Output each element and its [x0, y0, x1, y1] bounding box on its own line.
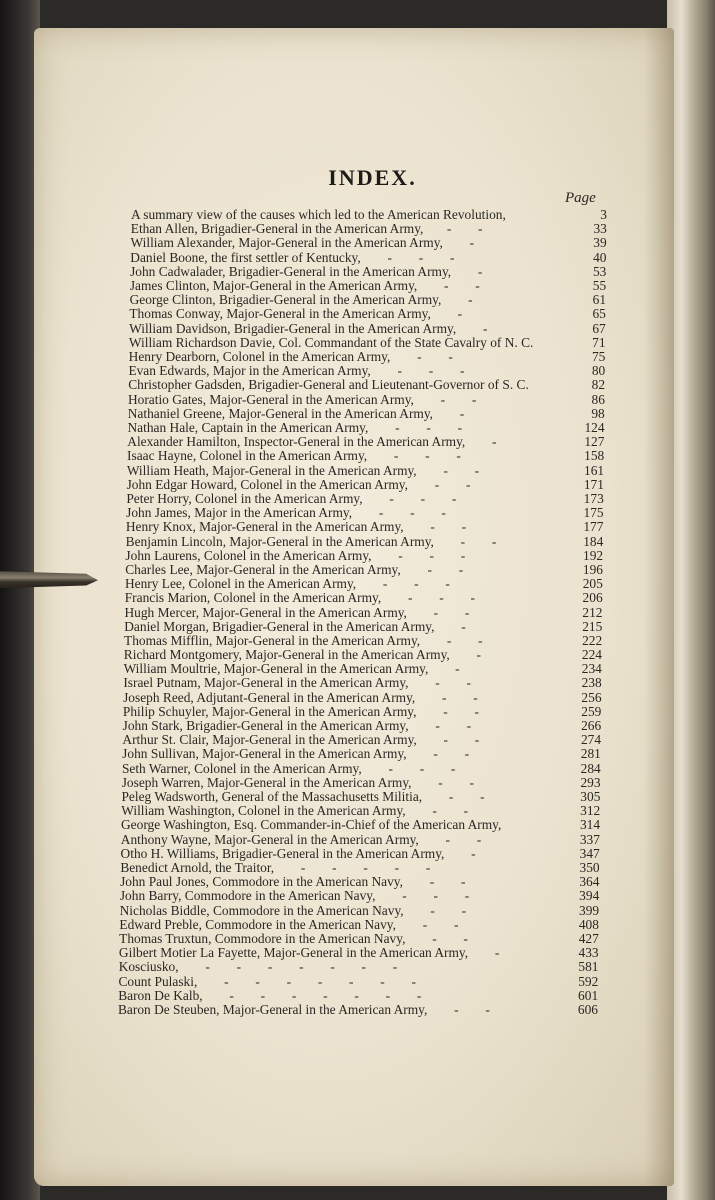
index-entry-title: Nicholas Biddle, Commodore in the American Navy, - -: [119, 902, 467, 918]
index-entry-page: 127: [584, 434, 605, 450]
index-entry: [122, 761, 622, 776]
index-entry-page: 266: [581, 718, 602, 734]
index-entry: [129, 335, 629, 350]
index-entry-title: Henry Lee, Colonel in the American Army, - - -: [124, 576, 450, 592]
index-entry-page: 592: [578, 973, 599, 989]
index-entry-page: 433: [578, 945, 599, 961]
index-entry: [128, 363, 628, 378]
index-entry: [125, 562, 625, 577]
index-entry-title: John Sullivan, Major-General in the American Army, - -: [122, 746, 470, 762]
index-entry-page: 347: [579, 845, 600, 861]
index-entry-page: 212: [582, 604, 603, 620]
index-entry-title: Peleg Wadsworth, General of the Massachusetts Militia, - -: [121, 789, 485, 805]
index-entry-title: William Moultrie, Major-General in the American Army, -: [123, 661, 460, 677]
index-entry-title: Hugh Mercer, Major-General in the American Army, - -: [124, 604, 470, 620]
index-entry-title: George Clinton, Brigadier-General in the American Army, -: [129, 292, 473, 308]
index-entry: [130, 264, 630, 279]
index-entry: [122, 732, 622, 747]
index-heading: INDEX.: [328, 165, 417, 190]
index-entry-title: John Edgar Howard, Colonel in the American Army, - -: [126, 476, 471, 492]
index-entry-title: Charles Lee, Major-General in the American Army, - -: [125, 561, 464, 577]
index-entry: [123, 704, 623, 719]
index-entry-title: William Richardson Davie, Col. Commandant of the State Cavalry of N. C.: [128, 334, 534, 350]
index-entry-page: 161: [584, 462, 605, 478]
index-entry-title: William Heath, Major-General in the American Army, - -: [126, 462, 480, 478]
index-entry-title: Thomas Mifflin, Major-General in the American Army, - -: [124, 632, 483, 648]
index-entry-title: John Paul Jones, Commodore in the American Navy, - -: [120, 874, 466, 890]
page-column-label: Page: [565, 190, 596, 206]
index-entry-page: 98: [591, 405, 605, 421]
index-entry: [125, 548, 625, 563]
index-entry-page: 206: [582, 590, 603, 606]
index-entry-page: 171: [583, 476, 604, 492]
index-entry: [125, 605, 625, 620]
index-entry: [124, 619, 624, 634]
index-entry-title: Israel Putnam, Major-General in the American Army, - -: [123, 675, 471, 691]
index-entry: [121, 789, 621, 804]
index-entry-title: A summary view of the causes which led to the American Revolution,: [131, 207, 506, 222]
index-entry-page: 256: [581, 689, 602, 705]
index-entry-title: Daniel Boone, the first settler of Kentucky, - - -: [130, 249, 455, 265]
index-entry-title: Daniel Morgan, Brigadier-General in the American Army, -: [124, 618, 466, 634]
index-entry-title: Gilbert Motier La Fayette, Major-General in the American Army, -: [118, 945, 500, 961]
index-entry-title: Alexander Hamilton, Inspector-General in the American Army, -: [127, 434, 497, 450]
index-entry-title: Baron De Steuben, Major-General in the American Army, - -: [118, 1002, 490, 1017]
index-entry: [118, 1002, 618, 1017]
index-entry-page: 158: [584, 448, 605, 464]
index-entry-page: 196: [582, 561, 603, 577]
index-entry-page: 82: [591, 377, 606, 393]
index-entry-page: 312: [580, 803, 601, 819]
index-entry: [131, 221, 631, 236]
index-entry: [129, 349, 629, 364]
index-entry: [125, 576, 625, 591]
index-entry-page: 3: [600, 207, 607, 222]
index-entry-title: Benedict Arnold, the Traitor, - - - - -: [120, 860, 431, 876]
index-entry: [123, 690, 623, 705]
index-entry: [124, 661, 624, 676]
index-entry: [126, 491, 626, 506]
index-entry-title: Count Pulaski, - - - - - - -: [118, 973, 417, 989]
index-entry: [126, 534, 626, 549]
index-entry-page: 394: [579, 888, 600, 904]
index-entry: [121, 832, 621, 847]
index-entry: [123, 718, 623, 733]
index-entry-page: 80: [591, 363, 606, 379]
index-entry-title: Joseph Warren, Major-General in the American Army, - -: [121, 774, 474, 790]
index-entry-page: 284: [580, 760, 601, 776]
index-entry: [119, 959, 619, 974]
index-entry-page: 65: [592, 306, 606, 322]
index-entry: [121, 803, 621, 818]
index-entry-title: Henry Dearborn, Colonel in the American Army, - -: [128, 348, 453, 364]
index-entry: [120, 860, 620, 875]
index-entry-title: Thomas Conway, Major-General in the American Army, -: [129, 306, 463, 322]
index-entry: [128, 406, 628, 421]
index-entry-title: Joseph Reed, Adjutant-General in the American Army, - -: [123, 689, 478, 705]
index-entry-page: 350: [579, 860, 600, 876]
index-entry: [118, 974, 618, 989]
index-entry: [128, 420, 628, 435]
index-entry-page: 224: [581, 647, 602, 663]
index-entry-title: Peter Horry, Colonel in the American Army, - - -: [126, 490, 457, 506]
index-entry: [119, 917, 619, 932]
index-entry-page: 40: [593, 249, 607, 265]
index-entry-title: George Washington, Esq. Commander-in-Chief of the American Army,: [121, 817, 502, 833]
index-entry-title: Nathan Hale, Captain in the American Army, - - -: [127, 419, 463, 435]
index-entry-page: 55: [592, 277, 607, 293]
index-entry: [130, 292, 630, 307]
index-entry-page: 177: [583, 519, 604, 535]
index-entry-title: Richard Montgomery, Major-General in the American Army, -: [123, 647, 482, 663]
index-entry-title: William Davidson, Brigadier-General in the American Army, -: [129, 320, 488, 336]
index-entry: [121, 846, 621, 861]
index-entry-page: 274: [580, 732, 602, 748]
index-entry-page: 408: [578, 916, 599, 932]
index-entry-title: John Barry, Commodore in the American Navy, - - -: [119, 888, 470, 904]
index-entry-page: 364: [579, 874, 600, 890]
index-entry-page: 192: [583, 547, 604, 563]
index-entry: [126, 519, 626, 534]
index-entry-title: Edward Preble, Commodore in the American Navy, - -: [119, 916, 459, 932]
index-entry-title: William Washington, Colonel in the American Army, - -: [121, 803, 469, 819]
index-entry-page: 601: [578, 987, 599, 1003]
index-entry: [128, 377, 628, 392]
index-entry-page: 581: [578, 959, 599, 975]
index-entry-title: Christopher Gadsden, Brigadier-General and Lieutenant-Governor of S. C.: [128, 377, 529, 393]
index-entry-title: Nathaniel Greene, Major-General in the American Army, -: [127, 405, 465, 421]
index-entry-title: Thomas Truxtun, Commodore in the American Navy, - -: [119, 931, 468, 947]
index-entry-page: 75: [591, 348, 606, 364]
index-entry-title: Philip Schuyler, Major-General in the American Army, - -: [122, 703, 479, 719]
index-entry: [131, 235, 631, 250]
index-entry-title: John Laurens, Colonel in the American Army, - - -: [125, 547, 466, 563]
index-entry: [124, 633, 624, 648]
index-entry-title: Baron De Kalb, - - - - - - -: [118, 987, 422, 1003]
index-entry-page: 281: [580, 746, 601, 762]
index-entry-page: 86: [591, 391, 605, 407]
index-entry-page: 173: [583, 490, 604, 506]
index-entry-page: 71: [592, 334, 606, 350]
index-entry-page: 33: [593, 221, 607, 237]
index-entry: [122, 746, 622, 761]
index-entry: [128, 392, 628, 407]
index-entry-page: 427: [578, 931, 599, 947]
index-entry-page: 53: [592, 263, 607, 279]
index-entry-page: 399: [579, 902, 600, 918]
index-entry-page: 337: [579, 831, 600, 847]
index-entry: [122, 775, 622, 790]
index-entry-page: 175: [583, 505, 604, 521]
index-entry-title: Ethan Allen, Brigadier-General in the American Army, - -: [130, 221, 483, 237]
index-entry-page: 39: [593, 235, 607, 251]
index-entry-page: 61: [592, 292, 607, 308]
index-entry-title: Seth Warner, Colonel in the American Army, - - -: [121, 760, 456, 776]
index-entry: [119, 945, 619, 960]
index-entry-title: John Cadwalader, Brigadier-General in the American Army, -: [130, 263, 483, 279]
index-entry: [118, 988, 618, 1003]
index-entry-page: 184: [583, 533, 604, 549]
index-entry: [124, 647, 624, 662]
index-entry: [126, 505, 626, 520]
index-entry: [129, 321, 629, 336]
index-entry-title: Benjamin Lincoln, Major-General in the American Army, - -: [125, 533, 497, 549]
index-entry: [120, 888, 620, 903]
index-entry-page: 67: [592, 320, 606, 336]
index-entry: [119, 931, 619, 946]
index-entry-title: Horatio Gates, Major-General in the American Army, - -: [127, 391, 477, 407]
index-entry-page: 215: [582, 618, 603, 634]
index-entry-page: 314: [579, 817, 601, 833]
index-entry-title: William Alexander, Major-General in the American Army, -: [130, 235, 475, 251]
index-entry-title: John James, Major in the American Army, - - -: [126, 505, 446, 521]
index-entry-page: 205: [582, 576, 603, 592]
index-entry-title: James Clinton, Major-General in the American Army, - -: [129, 277, 480, 293]
index-entry-page: 222: [582, 632, 603, 648]
index-entry: [127, 434, 627, 449]
index-entry: [127, 477, 627, 492]
index-entry-title: Kosciusko, - - - - - - -: [118, 959, 398, 975]
page-gutter-shade: [644, 28, 674, 1186]
index-entry-title: Francis Marion, Colonel in the American Army, - - -: [124, 590, 475, 606]
index-entry-page: 293: [580, 774, 601, 790]
index-entry-title: Henry Knox, Major-General in the American Army, - -: [125, 519, 467, 535]
index-entry: [130, 278, 630, 293]
index-entry-page: 259: [581, 703, 602, 719]
index-entry: [120, 903, 620, 918]
index-entry-page: 238: [581, 675, 602, 691]
index-entry-page: 606: [577, 1002, 598, 1017]
index-entry: [123, 675, 623, 690]
index-entry-title: Isaac Hayne, Colonel in the American Army, - - -: [127, 448, 461, 464]
index-entry: [125, 590, 625, 605]
index-entry: [127, 448, 627, 463]
index-entry: [121, 817, 621, 832]
index-entry-title: Evan Edwards, Major in the American Army, - - -: [128, 363, 465, 379]
index-entry: [129, 306, 629, 321]
index-entry-title: Anthony Wayne, Major-General in the American Army, - -: [120, 831, 482, 847]
index-entry-page: 124: [584, 419, 605, 435]
index-entry-page: 305: [580, 789, 601, 805]
index-entry: [131, 207, 631, 222]
index-entry-page: 234: [581, 661, 602, 677]
index-entry-title: John Stark, Brigadier-General in the American Army, - -: [122, 718, 472, 734]
index-entry-title: Otho H. Williams, Brigadier-General in the American Army, -: [120, 845, 476, 861]
index-entry: [130, 250, 630, 265]
index-entry: [127, 463, 627, 478]
index-entry: [120, 874, 620, 889]
index-entry-title: Arthur St. Clair, Major-General in the American Army, - -: [122, 732, 480, 748]
